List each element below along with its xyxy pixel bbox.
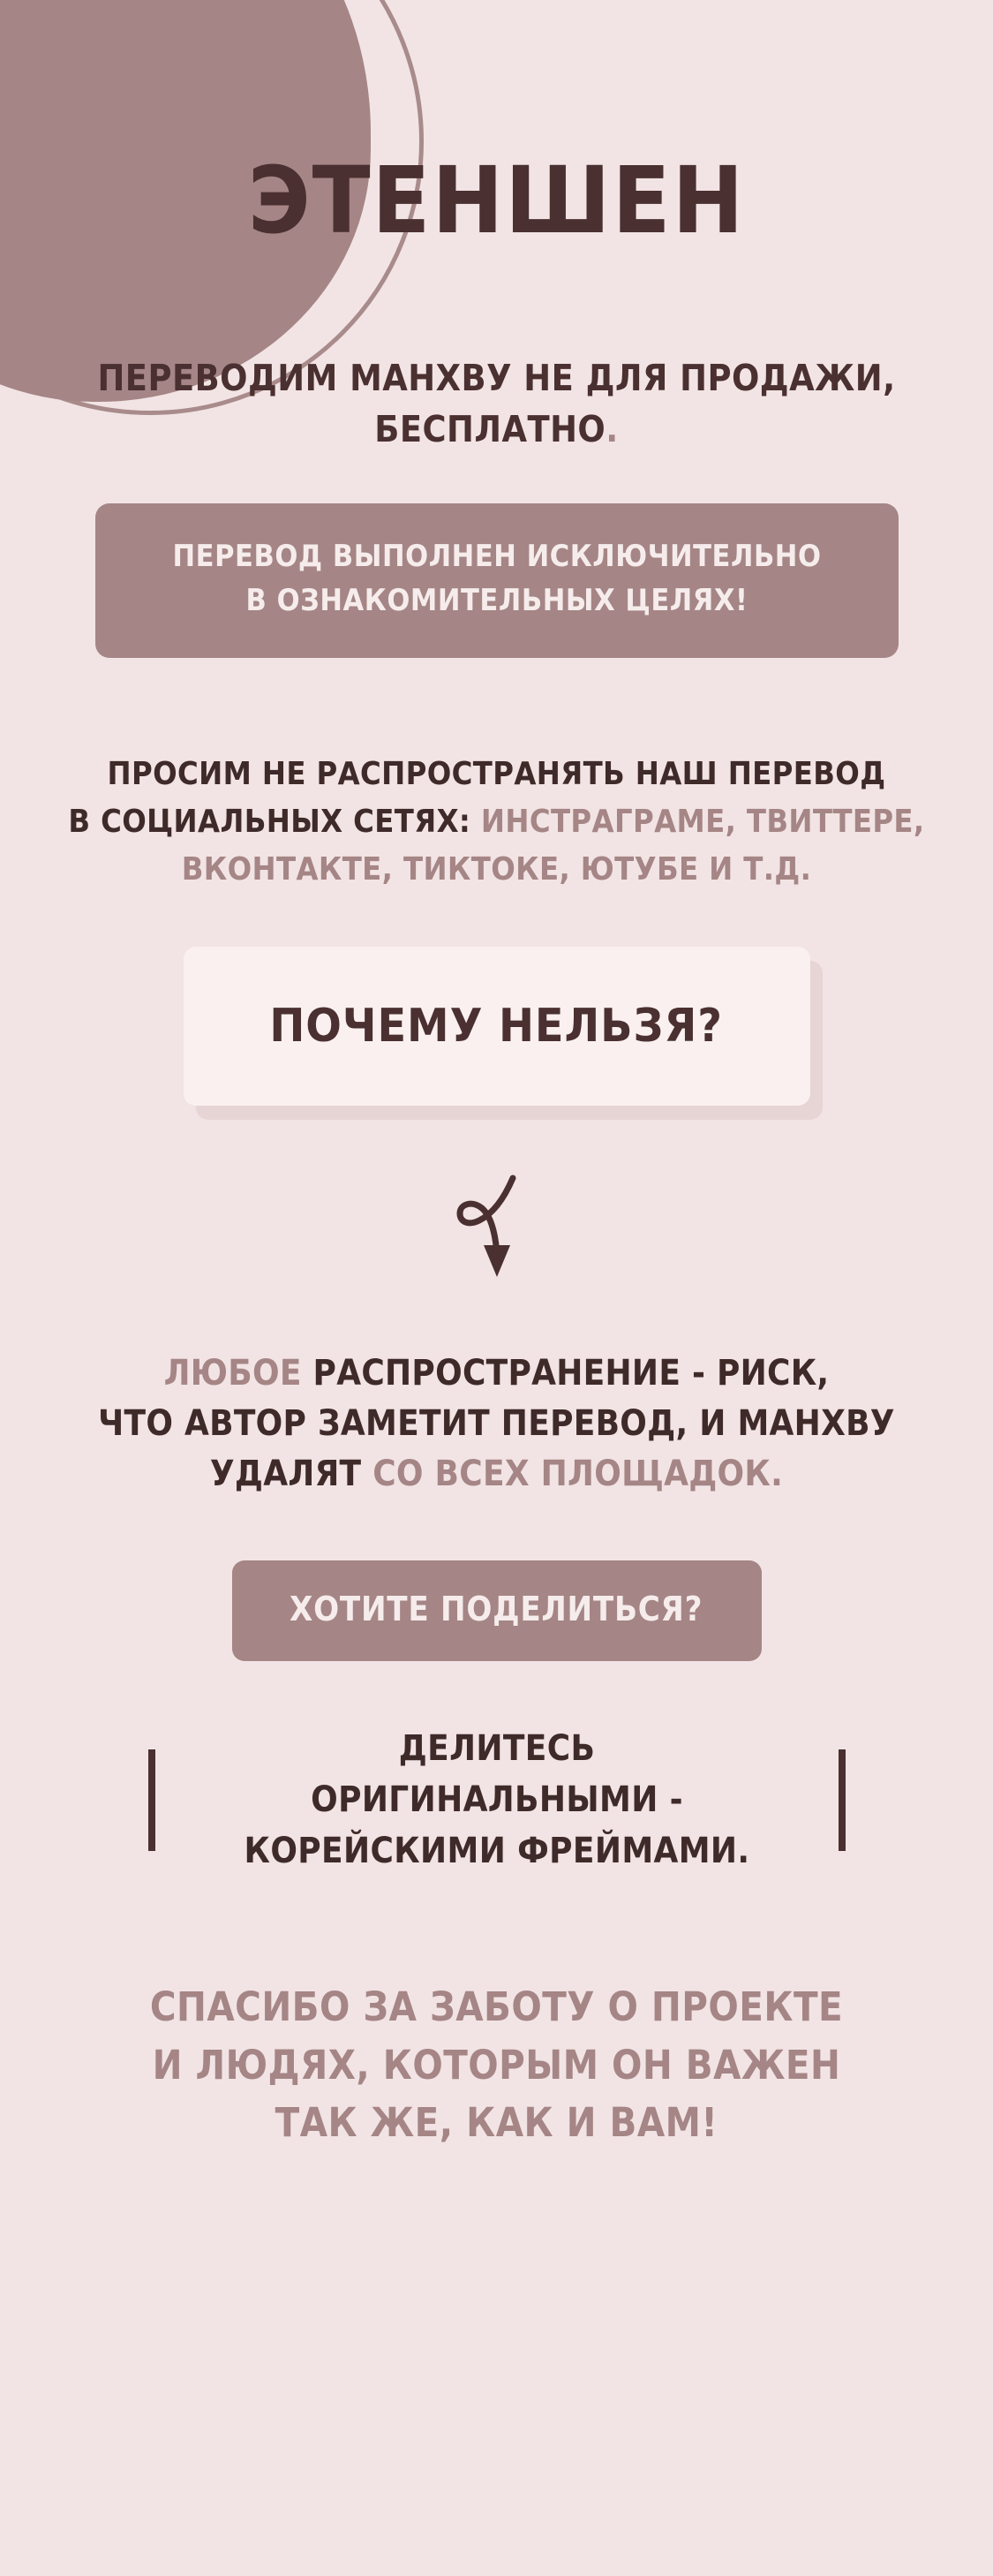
banner-line-2: В ОЗНАКОМИТЕЛЬНЫХ ЦЕЛЯХ! bbox=[245, 582, 748, 618]
social-line-1: ПРОСИМ НЕ РАСПРОСТРАНЯТЬ НАШ ПЕРЕВОД bbox=[107, 756, 886, 793]
thanks-line-2: И ЛЮДЯХ, КОТОРЫМ ОН ВАЖЕН bbox=[152, 2041, 841, 2089]
why-card bbox=[184, 947, 810, 1106]
right-bar-decoration bbox=[839, 1749, 846, 1851]
risk-line-3-pink: СО ВСЕХ ПЛОЩАДОК. bbox=[361, 1453, 784, 1494]
original-frames-notice bbox=[148, 1723, 846, 1877]
arrow-container bbox=[0, 1167, 993, 1296]
thanks-line-1: СПАСИБО ЗА ЗАБОТУ О ПРОЕКТЕ bbox=[149, 1983, 844, 2031]
social-line-3: ВКОНТАКТЕ, ТИКТОКЕ, ЮТУБЕ И Т.Д. bbox=[181, 851, 812, 888]
risk-line-1-dark: РАСПРОСТРАНЕНИЕ - РИСК, bbox=[301, 1353, 830, 1394]
why-card-wrapper bbox=[184, 947, 810, 1119]
risk-text bbox=[49, 1348, 944, 1499]
share-button-label: ХОТИТЕ ПОДЕЛИТЬСЯ? bbox=[290, 1590, 703, 1629]
page-title: ЭТЕНШЕН bbox=[247, 147, 746, 254]
lead-line-2 bbox=[49, 404, 944, 455]
banner-line-1: ПЕРЕВОД ВЫПОЛНЕН ИСКЛЮЧИТЕЛЬНО bbox=[171, 539, 822, 575]
original-text bbox=[222, 1723, 771, 1877]
thanks-line-3: ТАК ЖЕ, КАК И ВАМ! bbox=[275, 2098, 718, 2146]
risk-line-1 bbox=[49, 1348, 944, 1399]
risk-line-3-dark: УДАЛЯТ bbox=[209, 1453, 362, 1494]
left-bar-decoration bbox=[148, 1749, 155, 1851]
risk-line-1-pink: ЛЮБОЕ bbox=[163, 1353, 302, 1394]
lead-line-2-dot: . bbox=[606, 408, 619, 451]
original-line-2: КОРЕЙСКИМИ ФРЕЙМАМИ. bbox=[244, 1831, 749, 1872]
social-line-2-pink: ИНСТРАГРАМЕ, ТВИТТЕРЕ, bbox=[470, 804, 925, 841]
social-notice bbox=[49, 751, 944, 894]
social-line-2 bbox=[49, 798, 944, 846]
social-line-2-dark: В СОЦИАЛЬНЫХ СЕТЯХ: bbox=[68, 804, 471, 841]
original-line-1: ДЕЛИТЕСЬ ОРИГИНАЛЬНЫМИ - bbox=[310, 1728, 683, 1821]
risk-line-3 bbox=[49, 1449, 944, 1500]
lead-text bbox=[49, 352, 944, 455]
risk-line-2: ЧТО АВТОР ЗАМЕТИТ ПЕРЕВОД, И МАНХВУ bbox=[98, 1402, 895, 1444]
curly-arrow-down-icon bbox=[444, 1167, 550, 1291]
share-button[interactable] bbox=[232, 1560, 762, 1661]
disclaimer-banner bbox=[95, 503, 899, 658]
lead-line-2-main: БЕСПЛАТНО bbox=[374, 408, 606, 451]
lead-line-1: ПЕРЕВОДИМ МАНХВУ НЕ ДЛЯ ПРОДАЖИ, bbox=[97, 357, 896, 399]
thanks-text bbox=[49, 1978, 944, 2257]
why-card-label: ПОЧЕМУ НЕЛЬЗЯ? bbox=[269, 1000, 724, 1054]
